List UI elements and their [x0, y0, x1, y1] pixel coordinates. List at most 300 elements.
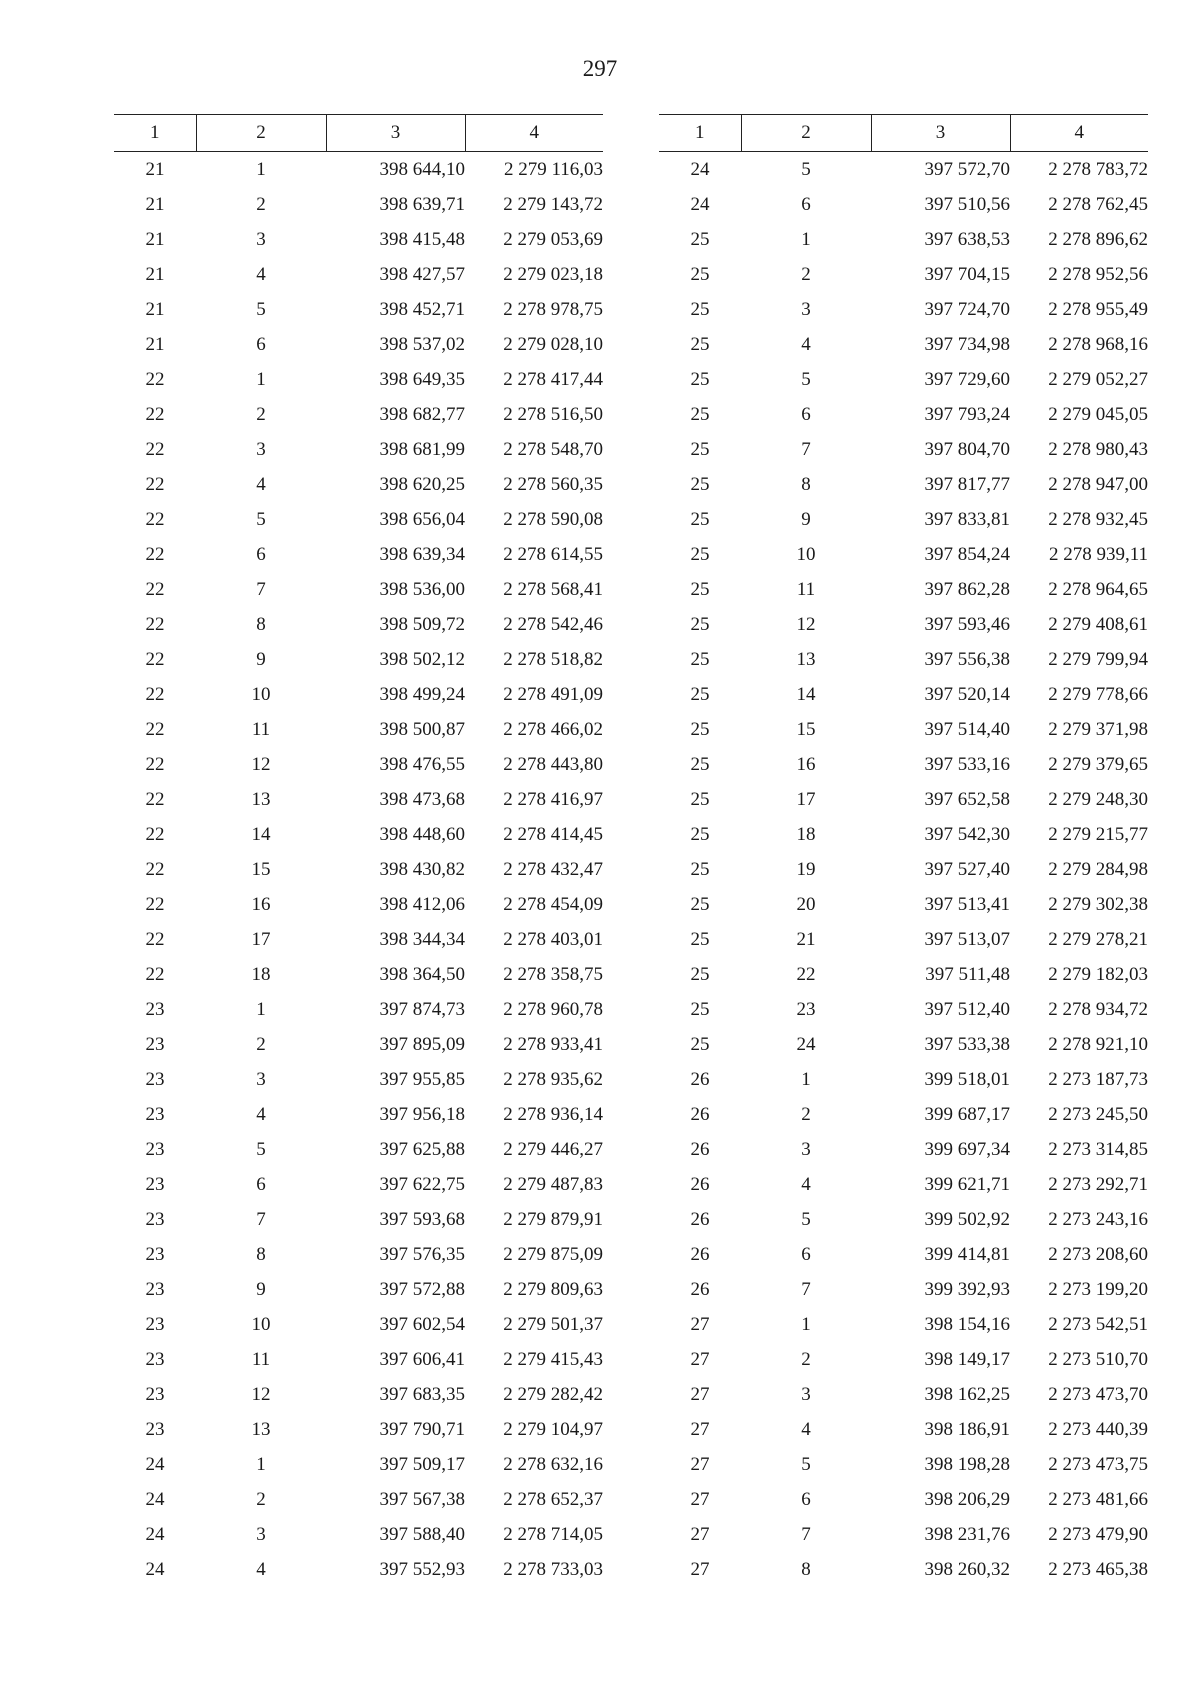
cell-y-coordinate: 2 278 933,41	[503, 1033, 603, 1055]
cell-x-coordinate: 397 638,53	[924, 228, 1010, 250]
table-row	[114, 1202, 603, 1237]
cell-parcel-number: 27	[690, 1313, 710, 1335]
table-row	[114, 992, 603, 1027]
cell-point-number: 9	[256, 1278, 266, 1300]
cell-parcel-number: 25	[690, 578, 710, 600]
cell-parcel-number: 22	[145, 368, 165, 390]
cell-point-number: 10	[251, 1313, 271, 1335]
cell-parcel-number: 25	[690, 438, 710, 460]
header-row	[659, 115, 1148, 152]
cell-point-number: 5	[256, 298, 266, 320]
cell-point-number: 3	[801, 1383, 811, 1405]
cell-y-coordinate: 2 278 518,82	[503, 648, 603, 670]
cell-x-coordinate: 398 509,72	[379, 613, 465, 635]
cell-x-coordinate: 398 162,25	[924, 1383, 1010, 1405]
cell-point-number: 4	[256, 1558, 266, 1580]
cell-point-number: 8	[801, 1558, 811, 1580]
cell-point-number: 4	[801, 1173, 811, 1195]
cell-y-coordinate: 2 278 936,14	[503, 1103, 603, 1125]
cell-x-coordinate: 397 513,07	[924, 928, 1010, 950]
table-row	[659, 257, 1148, 292]
table-row	[659, 537, 1148, 572]
cell-parcel-number: 25	[690, 998, 710, 1020]
cell-x-coordinate: 397 862,28	[924, 578, 1010, 600]
cell-point-number: 1	[256, 998, 266, 1020]
table-row	[114, 782, 603, 817]
table-row	[659, 852, 1148, 887]
cell-y-coordinate: 2 278 542,46	[503, 613, 603, 635]
cell-point-number: 1	[256, 158, 266, 180]
cell-y-coordinate: 2 279 875,09	[503, 1243, 603, 1265]
cell-point-number: 2	[801, 1103, 811, 1125]
cell-x-coordinate: 398 427,57	[379, 263, 465, 285]
cell-parcel-number: 25	[690, 543, 710, 565]
cell-point-number: 7	[801, 1523, 811, 1545]
cell-parcel-number: 27	[690, 1453, 710, 1475]
table-row	[114, 222, 603, 257]
cell-point-number: 12	[251, 1383, 271, 1405]
cell-y-coordinate: 2 279 045,05	[1048, 403, 1148, 425]
cell-point-number: 15	[796, 718, 816, 740]
header-row	[114, 115, 603, 152]
table-row	[114, 327, 603, 362]
cell-y-coordinate: 2 278 960,78	[503, 998, 603, 1020]
cell-x-coordinate: 398 186,91	[924, 1418, 1010, 1440]
table-row	[659, 1062, 1148, 1097]
cell-parcel-number: 23	[145, 1383, 165, 1405]
cell-parcel-number: 25	[690, 473, 710, 495]
table-row	[659, 1097, 1148, 1132]
cell-parcel-number: 24	[690, 158, 710, 180]
cell-y-coordinate: 2 279 379,65	[1048, 753, 1148, 775]
cell-parcel-number: 25	[690, 1033, 710, 1055]
cell-parcel-number: 27	[690, 1558, 710, 1580]
cell-parcel-number: 26	[690, 1068, 710, 1090]
cell-point-number: 6	[801, 1243, 811, 1265]
cell-point-number: 3	[256, 228, 266, 250]
cell-parcel-number: 25	[690, 333, 710, 355]
cell-point-number: 2	[256, 1033, 266, 1055]
cell-parcel-number: 22	[145, 858, 165, 880]
cell-parcel-number: 25	[690, 368, 710, 390]
cell-parcel-number: 23	[145, 1243, 165, 1265]
cell-point-number: 9	[256, 648, 266, 670]
cell-y-coordinate: 2 278 652,37	[503, 1488, 603, 1510]
cell-x-coordinate: 397 552,93	[379, 1558, 465, 1580]
cell-y-coordinate: 2 278 632,16	[503, 1453, 603, 1475]
cell-x-coordinate: 399 621,71	[924, 1173, 1010, 1195]
cell-x-coordinate: 397 790,71	[379, 1418, 465, 1440]
cell-x-coordinate: 398 681,99	[379, 438, 465, 460]
cell-point-number: 6	[256, 1173, 266, 1195]
cell-parcel-number: 23	[145, 1138, 165, 1160]
cell-x-coordinate: 397 593,68	[379, 1208, 465, 1230]
cell-point-number: 21	[796, 928, 816, 950]
cell-y-coordinate: 2 278 733,03	[503, 1558, 603, 1580]
cell-x-coordinate: 397 510,56	[924, 193, 1010, 215]
cell-parcel-number: 24	[145, 1558, 165, 1580]
cell-x-coordinate: 397 833,81	[924, 508, 1010, 530]
cell-y-coordinate: 2 278 896,62	[1048, 228, 1148, 250]
cell-y-coordinate: 2 278 491,09	[503, 683, 603, 705]
cell-parcel-number: 21	[145, 263, 165, 285]
cell-point-number: 2	[256, 193, 266, 215]
cell-point-number: 8	[801, 473, 811, 495]
table-row	[659, 1342, 1148, 1377]
cell-x-coordinate: 397 895,09	[379, 1033, 465, 1055]
cell-x-coordinate: 398 206,29	[924, 1488, 1010, 1510]
cell-y-coordinate: 2 279 879,91	[503, 1208, 603, 1230]
table-row	[114, 1272, 603, 1307]
cell-x-coordinate: 398 344,34	[379, 928, 465, 950]
cell-x-coordinate: 397 955,85	[379, 1068, 465, 1090]
cell-point-number: 4	[256, 473, 266, 495]
cell-x-coordinate: 399 392,93	[924, 1278, 1010, 1300]
cell-y-coordinate: 2 279 487,83	[503, 1173, 603, 1195]
cell-point-number: 2	[801, 1348, 811, 1370]
cell-parcel-number: 24	[690, 193, 710, 215]
cell-x-coordinate: 399 687,17	[924, 1103, 1010, 1125]
cell-parcel-number: 21	[145, 333, 165, 355]
cell-x-coordinate: 398 260,32	[924, 1558, 1010, 1580]
cell-y-coordinate: 2 273 479,90	[1048, 1523, 1148, 1545]
column-header-2: 2	[741, 115, 871, 152]
table-row	[114, 1377, 603, 1412]
cell-parcel-number: 23	[145, 1348, 165, 1370]
table-row	[659, 432, 1148, 467]
table-row	[659, 502, 1148, 537]
table-row	[114, 1307, 603, 1342]
cell-y-coordinate: 2 273 243,16	[1048, 1208, 1148, 1230]
cell-parcel-number: 27	[690, 1418, 710, 1440]
cell-point-number: 3	[256, 438, 266, 460]
column-header-2: 2	[196, 115, 326, 152]
cell-x-coordinate: 397 854,24	[924, 543, 1010, 565]
table-row	[659, 782, 1148, 817]
table-row	[659, 327, 1148, 362]
table-row	[114, 257, 603, 292]
cell-x-coordinate: 399 502,92	[924, 1208, 1010, 1230]
table-row	[114, 1027, 603, 1062]
table-row	[659, 1167, 1148, 1202]
cell-y-coordinate: 2 278 955,49	[1048, 298, 1148, 320]
cell-x-coordinate: 398 644,10	[379, 158, 465, 180]
table-row	[114, 1167, 603, 1202]
cell-point-number: 3	[256, 1523, 266, 1545]
cell-point-number: 13	[251, 788, 271, 810]
cell-parcel-number: 22	[145, 718, 165, 740]
table-row	[659, 1447, 1148, 1482]
cell-y-coordinate: 2 279 028,10	[503, 333, 603, 355]
cell-point-number: 7	[801, 1278, 811, 1300]
cell-y-coordinate: 2 278 560,35	[503, 473, 603, 495]
table-row	[659, 397, 1148, 432]
cell-y-coordinate: 2 279 248,30	[1048, 788, 1148, 810]
cell-parcel-number: 25	[690, 228, 710, 250]
cell-parcel-number: 25	[690, 753, 710, 775]
cell-x-coordinate: 397 606,41	[379, 1348, 465, 1370]
cell-y-coordinate: 2 279 116,03	[503, 158, 603, 180]
cell-y-coordinate: 2 278 614,55	[503, 543, 603, 565]
cell-x-coordinate: 397 804,70	[924, 438, 1010, 460]
cell-x-coordinate: 397 509,17	[379, 1453, 465, 1475]
cell-y-coordinate: 2 278 417,44	[503, 368, 603, 390]
cell-parcel-number: 26	[690, 1173, 710, 1195]
table-row	[114, 1062, 603, 1097]
cell-parcel-number: 23	[145, 1313, 165, 1335]
cell-y-coordinate: 2 278 714,05	[503, 1523, 603, 1545]
table-row	[114, 187, 603, 222]
table-row	[659, 1202, 1148, 1237]
cell-y-coordinate: 2 273 245,50	[1048, 1103, 1148, 1125]
cell-y-coordinate: 2 278 762,45	[1048, 193, 1148, 215]
cell-y-coordinate: 2 273 208,60	[1048, 1243, 1148, 1265]
cell-x-coordinate: 398 500,87	[379, 718, 465, 740]
table-row	[659, 1482, 1148, 1517]
cell-point-number: 7	[801, 438, 811, 460]
column-header-1: 1	[114, 115, 196, 152]
cell-parcel-number: 22	[145, 508, 165, 530]
table-body	[114, 152, 603, 1588]
cell-y-coordinate: 2 278 783,72	[1048, 158, 1148, 180]
cell-point-number: 5	[801, 1208, 811, 1230]
cell-x-coordinate: 397 956,18	[379, 1103, 465, 1125]
cell-point-number: 8	[256, 613, 266, 635]
cell-parcel-number: 21	[145, 228, 165, 250]
cell-x-coordinate: 397 512,40	[924, 998, 1010, 1020]
table-row	[659, 362, 1148, 397]
table-row	[659, 607, 1148, 642]
column-header-4: 4	[465, 115, 603, 152]
cell-y-coordinate: 2 279 799,94	[1048, 648, 1148, 670]
cell-x-coordinate: 397 527,40	[924, 858, 1010, 880]
table-row	[114, 957, 603, 992]
cell-x-coordinate: 397 533,16	[924, 753, 1010, 775]
cell-y-coordinate: 2 278 921,10	[1048, 1033, 1148, 1055]
cell-parcel-number: 25	[690, 263, 710, 285]
cell-parcel-number: 26	[690, 1103, 710, 1125]
table-row	[659, 1412, 1148, 1447]
cell-point-number: 14	[796, 683, 816, 705]
table-row	[114, 572, 603, 607]
cell-parcel-number: 21	[145, 158, 165, 180]
table-row	[114, 397, 603, 432]
cell-parcel-number: 22	[145, 683, 165, 705]
cell-x-coordinate: 397 567,38	[379, 1488, 465, 1510]
cell-parcel-number: 22	[145, 578, 165, 600]
cell-y-coordinate: 2 278 403,01	[503, 928, 603, 950]
cell-point-number: 5	[256, 1138, 266, 1160]
cell-parcel-number: 25	[690, 858, 710, 880]
cell-y-coordinate: 2 278 454,09	[503, 893, 603, 915]
cell-y-coordinate: 2 278 516,50	[503, 403, 603, 425]
cell-x-coordinate: 398 452,71	[379, 298, 465, 320]
cell-y-coordinate: 2 278 952,56	[1048, 263, 1148, 285]
cell-point-number: 14	[251, 823, 271, 845]
cell-point-number: 6	[801, 193, 811, 215]
table-row	[659, 1132, 1148, 1167]
cell-x-coordinate: 398 149,17	[924, 1348, 1010, 1370]
cell-y-coordinate: 2 279 053,69	[503, 228, 603, 250]
column-header-3: 3	[871, 115, 1010, 152]
cell-x-coordinate: 398 430,82	[379, 858, 465, 880]
table-row	[114, 152, 603, 188]
table-row	[114, 1517, 603, 1552]
cell-y-coordinate: 2 279 182,03	[1048, 963, 1148, 985]
cell-parcel-number: 22	[145, 403, 165, 425]
column-header-1: 1	[659, 115, 741, 152]
cell-point-number: 5	[801, 158, 811, 180]
cell-x-coordinate: 397 622,75	[379, 1173, 465, 1195]
table-row	[114, 292, 603, 327]
table-row	[659, 712, 1148, 747]
cell-y-coordinate: 2 278 934,72	[1048, 998, 1148, 1020]
table-row	[114, 1097, 603, 1132]
cell-point-number: 2	[256, 403, 266, 425]
table-row	[114, 1447, 603, 1482]
cell-y-coordinate: 2 278 590,08	[503, 508, 603, 530]
cell-x-coordinate: 398 476,55	[379, 753, 465, 775]
cell-parcel-number: 25	[690, 893, 710, 915]
cell-point-number: 4	[256, 263, 266, 285]
cell-point-number: 6	[256, 333, 266, 355]
cell-y-coordinate: 2 273 510,70	[1048, 1348, 1148, 1370]
table-row	[114, 677, 603, 712]
cell-x-coordinate: 398 536,00	[379, 578, 465, 600]
cell-y-coordinate: 2 273 199,20	[1048, 1278, 1148, 1300]
cell-x-coordinate: 397 602,54	[379, 1313, 465, 1335]
cell-x-coordinate: 397 514,40	[924, 718, 1010, 740]
cell-parcel-number: 23	[145, 1418, 165, 1440]
cell-y-coordinate: 2 278 548,70	[503, 438, 603, 460]
cell-point-number: 10	[796, 543, 816, 565]
table-row	[114, 362, 603, 397]
cell-point-number: 1	[256, 368, 266, 390]
table-row	[659, 747, 1148, 782]
cell-point-number: 11	[796, 578, 816, 600]
cell-parcel-number: 24	[145, 1453, 165, 1475]
cell-point-number: 20	[796, 893, 816, 915]
cell-point-number: 19	[796, 858, 816, 880]
table-row	[114, 1412, 603, 1447]
cell-x-coordinate: 397 511,48	[925, 963, 1010, 985]
cell-point-number: 11	[251, 718, 271, 740]
cell-x-coordinate: 397 542,30	[924, 823, 1010, 845]
cell-x-coordinate: 398 502,12	[379, 648, 465, 670]
table-row	[659, 817, 1148, 852]
cell-y-coordinate: 2 278 978,75	[503, 298, 603, 320]
cell-parcel-number: 25	[690, 718, 710, 740]
cell-y-coordinate: 2 279 104,97	[503, 1418, 603, 1440]
cell-point-number: 4	[801, 1418, 811, 1440]
cell-x-coordinate: 398 448,60	[379, 823, 465, 845]
cell-x-coordinate: 398 412,06	[379, 893, 465, 915]
table-row	[659, 957, 1148, 992]
coordinates-table-left	[114, 114, 603, 1587]
cell-point-number: 12	[251, 753, 271, 775]
cell-point-number: 10	[251, 683, 271, 705]
cell-parcel-number: 27	[690, 1348, 710, 1370]
cell-x-coordinate: 398 656,04	[379, 508, 465, 530]
cell-point-number: 18	[251, 963, 271, 985]
cell-x-coordinate: 397 793,24	[924, 403, 1010, 425]
table-row	[114, 607, 603, 642]
cell-y-coordinate: 2 273 314,85	[1048, 1138, 1148, 1160]
cell-point-number: 9	[801, 508, 811, 530]
cell-point-number: 3	[256, 1068, 266, 1090]
cell-x-coordinate: 399 518,01	[924, 1068, 1010, 1090]
cell-point-number: 2	[256, 1488, 266, 1510]
cell-parcel-number: 23	[145, 1033, 165, 1055]
table-row	[659, 677, 1148, 712]
cell-parcel-number: 23	[145, 1278, 165, 1300]
table-row	[659, 1272, 1148, 1307]
table-row	[114, 852, 603, 887]
table-row	[114, 1132, 603, 1167]
cell-parcel-number: 26	[690, 1208, 710, 1230]
cell-parcel-number: 23	[145, 1103, 165, 1125]
cell-point-number: 4	[256, 1103, 266, 1125]
cell-parcel-number: 26	[690, 1243, 710, 1265]
cell-parcel-number: 24	[145, 1523, 165, 1545]
table-row	[659, 992, 1148, 1027]
table-row	[114, 712, 603, 747]
cell-y-coordinate: 2 279 778,66	[1048, 683, 1148, 705]
table-row	[659, 187, 1148, 222]
cell-parcel-number: 21	[145, 193, 165, 215]
table-row	[114, 1552, 603, 1587]
cell-point-number: 16	[796, 753, 816, 775]
table-row	[114, 887, 603, 922]
cell-y-coordinate: 2 278 416,97	[503, 788, 603, 810]
table-row	[659, 1307, 1148, 1342]
cell-y-coordinate: 2 278 935,62	[503, 1068, 603, 1090]
cell-x-coordinate: 398 649,35	[379, 368, 465, 390]
cell-parcel-number: 27	[690, 1488, 710, 1510]
cell-point-number: 24	[796, 1033, 816, 1055]
cell-parcel-number: 25	[690, 788, 710, 810]
table-row	[114, 1482, 603, 1517]
cell-x-coordinate: 397 625,88	[379, 1138, 465, 1160]
cell-parcel-number: 23	[145, 1068, 165, 1090]
cell-parcel-number: 24	[145, 1488, 165, 1510]
cell-point-number: 1	[801, 1313, 811, 1335]
cell-parcel-number: 22	[145, 788, 165, 810]
table-row	[659, 1377, 1148, 1412]
cell-x-coordinate: 397 817,77	[924, 473, 1010, 495]
cell-parcel-number: 26	[690, 1278, 710, 1300]
cell-x-coordinate: 397 593,46	[924, 613, 1010, 635]
cell-x-coordinate: 398 639,34	[379, 543, 465, 565]
cell-y-coordinate: 2 279 023,18	[503, 263, 603, 285]
cell-x-coordinate: 398 154,16	[924, 1313, 1010, 1335]
cell-point-number: 15	[251, 858, 271, 880]
cell-x-coordinate: 397 704,15	[924, 263, 1010, 285]
cell-point-number: 13	[796, 648, 816, 670]
cell-x-coordinate: 398 639,71	[379, 193, 465, 215]
cell-y-coordinate: 2 273 473,70	[1048, 1383, 1148, 1405]
page-number: 297	[582, 56, 618, 81]
cell-y-coordinate: 2 278 358,75	[503, 963, 603, 985]
table-row	[114, 1237, 603, 1272]
cell-y-coordinate: 2 273 481,66	[1048, 1488, 1148, 1510]
table-row	[659, 572, 1148, 607]
cell-parcel-number: 27	[690, 1523, 710, 1545]
cell-parcel-number: 23	[145, 1208, 165, 1230]
cell-parcel-number: 22	[145, 613, 165, 635]
cell-x-coordinate: 398 537,02	[379, 333, 465, 355]
cell-x-coordinate: 398 682,77	[379, 403, 465, 425]
